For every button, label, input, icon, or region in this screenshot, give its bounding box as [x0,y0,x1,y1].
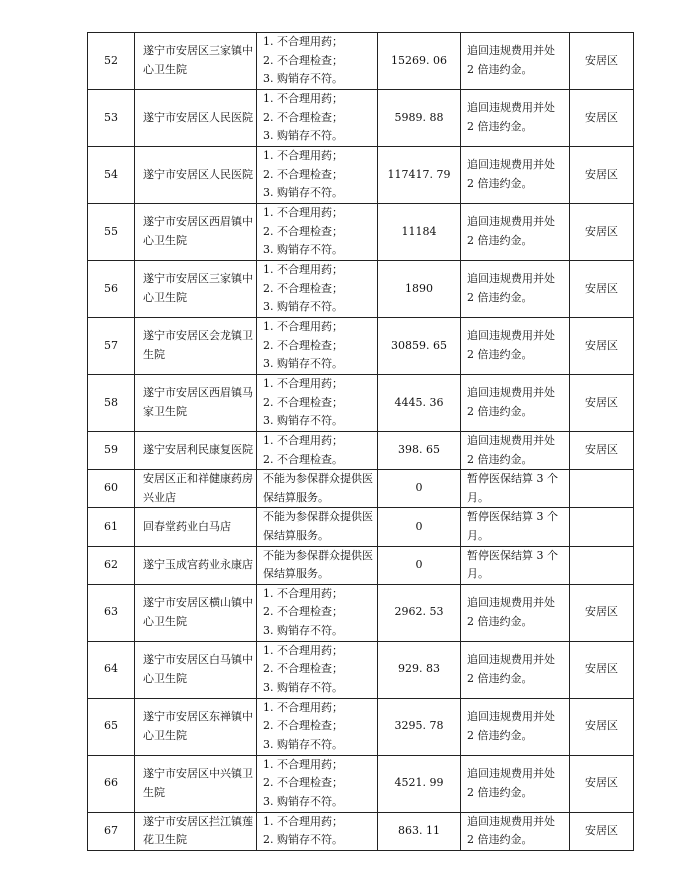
action-cell [461,698,570,755]
amount-cell [378,508,461,546]
amount-cell [378,698,461,755]
amount-value: 2962. 53 [394,605,444,619]
row-number-cell [88,508,135,546]
issue-line: 2. 不合理检查； [263,167,343,181]
table-row [88,204,634,261]
area-cell [570,261,634,318]
table-row [88,470,634,508]
row-number: 53 [104,110,118,124]
amount-value: 0 [415,519,423,533]
issue-line: 2. 不合理检查； [263,110,343,124]
issue-cell [257,147,378,204]
action-cell [461,261,570,318]
table-row [88,33,634,90]
area-name: 安居区 [585,281,618,295]
row-number: 63 [104,605,118,619]
issue-line: 3. 购销存不符。 [263,738,343,752]
action-cell [461,90,570,147]
action-text: 追回违规费用并处 2 倍违约金。 [467,272,555,304]
action-text: 追回违规费用并处 2 倍违约金。 [467,215,555,247]
issue-line: 1. 不合理用药； [263,814,343,828]
area-cell [570,90,634,147]
row-number-cell [88,812,135,850]
issue-line: 2. 不合理检查； [263,281,343,295]
unit-name-cell [135,33,257,90]
amount-cell [378,432,461,470]
area-cell [570,375,634,432]
area-cell [570,318,634,375]
action-cell [461,546,570,584]
unit-name-cell [135,584,257,641]
issue-line: 2. 不合理检查； [263,605,343,619]
amount-cell [378,375,461,432]
table-row [88,147,634,204]
unit-name-cell [135,470,257,508]
table-row [88,432,634,470]
amount-value: 4521. 99 [394,776,444,790]
issue-line: 1. 不合理用药； [263,320,343,334]
unit-name: 遂宁市安居区人民医院 [143,167,253,181]
amount-cell [378,641,461,698]
row-number-cell [88,33,135,90]
unit-name-cell [135,375,257,432]
issue-line: 1. 不合理用药； [263,149,343,163]
table-row [88,261,634,318]
action-text: 追回违规费用并处 2 倍违约金。 [467,596,555,628]
issue-cell [257,375,378,432]
issue-line: 3. 购销存不符。 [263,129,343,143]
issue-line: 3. 购销存不符。 [263,414,343,428]
action-cell [461,318,570,375]
issue-line: 1. 不合理用药； [263,586,343,600]
unit-name: 遂宁市安居区人民医院 [143,110,253,124]
action-text: 追回违规费用并处 2 倍违约金。 [467,710,555,742]
unit-name: 遂宁玉成宫药业永康店 [143,557,253,571]
row-number: 62 [104,557,118,571]
issue-line: 1. 不合理用药； [263,700,343,714]
action-cell [461,204,570,261]
area-name: 安居区 [585,605,618,619]
issue-text: 不能为参保群众提供医保结算服务。 [263,472,373,504]
issue-line: 2. 不合理检查； [263,719,343,733]
row-number-cell [88,147,135,204]
issue-line: 1. 不合理用药； [263,757,343,771]
issue-cell [257,812,378,850]
action-text: 暂停医保结算 3 个月。 [467,548,558,581]
unit-name: 遂宁市安居区会龙镇卫生院 [143,329,253,361]
amount-cell [378,546,461,584]
area-name: 安居区 [585,53,618,67]
unit-name: 遂宁市安居区横山镇中心卫生院 [143,596,253,628]
row-number-cell [88,375,135,432]
table-row [88,318,634,375]
amount-value: 3295. 78 [394,719,444,733]
row-number-cell [88,546,135,584]
unit-name-cell [135,546,257,584]
issue-line: 3. 购销存不符。 [263,300,343,314]
amount-cell [378,261,461,318]
area-name: 安居区 [585,395,618,409]
table-row [88,375,634,432]
unit-name: 遂宁市安居区中兴镇卫生院 [143,767,253,799]
amount-value: 863. 11 [398,824,440,838]
amount-value: 1890 [405,281,433,295]
issue-line: 1. 不合理用药； [263,643,343,657]
area-cell [570,641,634,698]
penalty-table [87,32,634,851]
issue-line: 3. 购销存不符。 [263,243,343,257]
table-body [88,33,634,851]
area-cell [570,812,634,850]
issue-line: 3. 购销存不符。 [263,186,343,200]
area-cell [570,546,634,584]
row-number: 64 [104,662,118,676]
unit-name-cell [135,432,257,470]
issue-cell [257,698,378,755]
row-number-cell [88,470,135,508]
action-cell [461,584,570,641]
action-text: 追回违规费用并处 2 倍违约金。 [467,101,555,133]
area-cell [570,204,634,261]
unit-name: 安居区正和祥健康药房兴业店 [143,472,253,504]
issue-text: 不能为参保群众提供医保结算服务。 [263,548,373,581]
area-cell [570,584,634,641]
row-number: 56 [104,281,118,295]
area-cell [570,470,634,508]
action-cell [461,641,570,698]
action-cell [461,508,570,546]
issue-cell [257,261,378,318]
issue-line: 3. 购销存不符。 [263,795,343,809]
issue-line: 3. 购销存不符。 [263,357,343,371]
issue-line: 1. 不合理用药； [263,206,343,220]
row-number-cell [88,698,135,755]
action-text: 追回违规费用并处 2 倍违约金。 [467,653,555,685]
issue-line: 3. 购销存不符。 [263,681,343,695]
unit-name: 遂宁安居利民康复医院 [143,443,253,457]
amount-value: 11184 [401,224,437,238]
row-number: 52 [104,53,118,67]
issue-line: 1. 不合理用药； [263,434,343,447]
unit-name: 遂宁市安居区西眉镇中心卫生院 [143,215,253,247]
area-cell [570,33,634,90]
action-text: 暂停医保结算 3 个月。 [467,510,558,542]
issue-cell [257,755,378,812]
area-name: 安居区 [585,224,618,238]
action-text: 追回违规费用并处 2 倍违约金。 [467,814,555,847]
area-name: 安居区 [585,662,618,676]
unit-name: 遂宁市安居区白马镇中心卫生院 [143,653,253,685]
area-name: 安居区 [585,167,618,181]
row-number: 54 [104,167,118,181]
action-cell [461,812,570,850]
issue-line: 2. 不合理检查。 [263,452,343,466]
unit-name-cell [135,641,257,698]
unit-name-cell [135,508,257,546]
area-cell [570,698,634,755]
action-text: 追回违规费用并处 2 倍违约金。 [467,767,555,799]
issue-line: 1. 不合理用药； [263,263,343,277]
action-text: 追回违规费用并处 2 倍违约金。 [467,329,555,361]
unit-name-cell [135,204,257,261]
issue-line: 2. 不合理检查； [263,395,343,409]
issue-cell [257,584,378,641]
action-cell [461,432,570,470]
row-number: 58 [104,395,118,409]
issue-cell [257,508,378,546]
area-name: 安居区 [585,338,618,352]
amount-cell [378,204,461,261]
action-text: 追回违规费用并处 2 倍违约金。 [467,434,555,466]
row-number: 65 [104,719,118,733]
amount-value: 929. 83 [398,662,440,676]
issue-line: 2. 不合理检查； [263,224,343,238]
row-number-cell [88,432,135,470]
row-number-cell [88,755,135,812]
unit-name-cell [135,147,257,204]
row-number-cell [88,641,135,698]
area-name: 安居区 [585,776,618,790]
amount-value: 0 [415,481,423,495]
amount-value: 117417. 79 [387,167,451,181]
issue-line: 3. 购销存不符。 [263,72,343,86]
issue-line: 3. 购销存不符。 [263,624,343,638]
unit-name-cell [135,90,257,147]
row-number-cell [88,90,135,147]
table-row [88,812,634,850]
amount-cell [378,33,461,90]
amount-cell [378,90,461,147]
row-number-cell [88,204,135,261]
action-text: 追回违规费用并处 2 倍违约金。 [467,386,555,418]
issue-cell [257,546,378,584]
action-cell [461,470,570,508]
amount-value: 0 [415,557,423,571]
action-cell [461,147,570,204]
amount-value: 15269. 06 [391,53,447,67]
row-number: 66 [104,776,118,790]
table-row [88,508,634,546]
issue-line: 1. 不合理用药； [263,377,343,391]
issue-cell [257,204,378,261]
table-row [88,698,634,755]
action-text: 追回违规费用并处 2 倍违约金。 [467,158,555,190]
amount-cell [378,470,461,508]
issue-cell [257,90,378,147]
row-number: 55 [104,224,118,238]
amount-value: 5989. 88 [394,110,444,124]
issue-line: 2. 购销存不符。 [263,833,343,847]
action-text: 追回违规费用并处 2 倍违约金。 [467,44,555,76]
unit-name: 遂宁市安居区三家镇中心卫生院 [143,44,253,76]
issue-cell [257,318,378,375]
row-number: 59 [104,443,118,457]
table-row [88,546,634,584]
issue-cell [257,432,378,470]
issue-cell [257,33,378,90]
unit-name: 遂宁市安居区三家镇中心卫生院 [143,272,253,304]
area-cell [570,755,634,812]
amount-cell [378,755,461,812]
area-name: 安居区 [585,719,618,733]
table-row [88,641,634,698]
amount-cell [378,812,461,850]
area-name: 安居区 [585,443,618,457]
issue-text: 不能为参保群众提供医保结算服务。 [263,510,373,542]
action-text: 暂停医保结算 3 个月。 [467,472,558,504]
unit-name-cell [135,755,257,812]
table-row [88,584,634,641]
unit-name: 遂宁市安居区西眉镇马家卫生院 [143,386,253,418]
issue-line: 2. 不合理检查； [263,53,343,67]
area-name: 安居区 [585,824,618,838]
action-cell [461,33,570,90]
issue-line: 1. 不合理用药； [263,92,343,106]
amount-value: 4445. 36 [394,395,444,409]
unit-name-cell [135,318,257,375]
action-cell [461,375,570,432]
area-cell [570,508,634,546]
unit-name-cell [135,812,257,850]
action-cell [461,755,570,812]
issue-cell [257,641,378,698]
unit-name: 遂宁市安居区拦江镇莲花卫生院 [143,814,253,847]
row-number-cell [88,261,135,318]
amount-cell [378,318,461,375]
row-number: 57 [104,338,118,352]
amount-cell [378,584,461,641]
amount-value: 398. 65 [398,443,440,457]
row-number-cell [88,318,135,375]
unit-name-cell [135,261,257,318]
area-cell [570,432,634,470]
area-name: 安居区 [585,110,618,124]
row-number: 61 [104,519,118,533]
table-row [88,755,634,812]
issue-line: 1. 不合理用药； [263,35,343,49]
issue-cell [257,470,378,508]
issue-line: 2. 不合理检查； [263,338,343,352]
issue-line: 2. 不合理检查； [263,662,343,676]
amount-value: 30859. 65 [391,338,447,352]
unit-name: 遂宁市安居区东禅镇中心卫生院 [143,710,253,742]
row-number-cell [88,584,135,641]
issue-line: 2. 不合理检查； [263,776,343,790]
unit-name-cell [135,698,257,755]
area-cell [570,147,634,204]
row-number: 60 [104,481,118,495]
row-number: 67 [104,824,118,838]
table-row [88,90,634,147]
unit-name: 回春堂药业白马店 [143,519,231,533]
amount-cell [378,147,461,204]
